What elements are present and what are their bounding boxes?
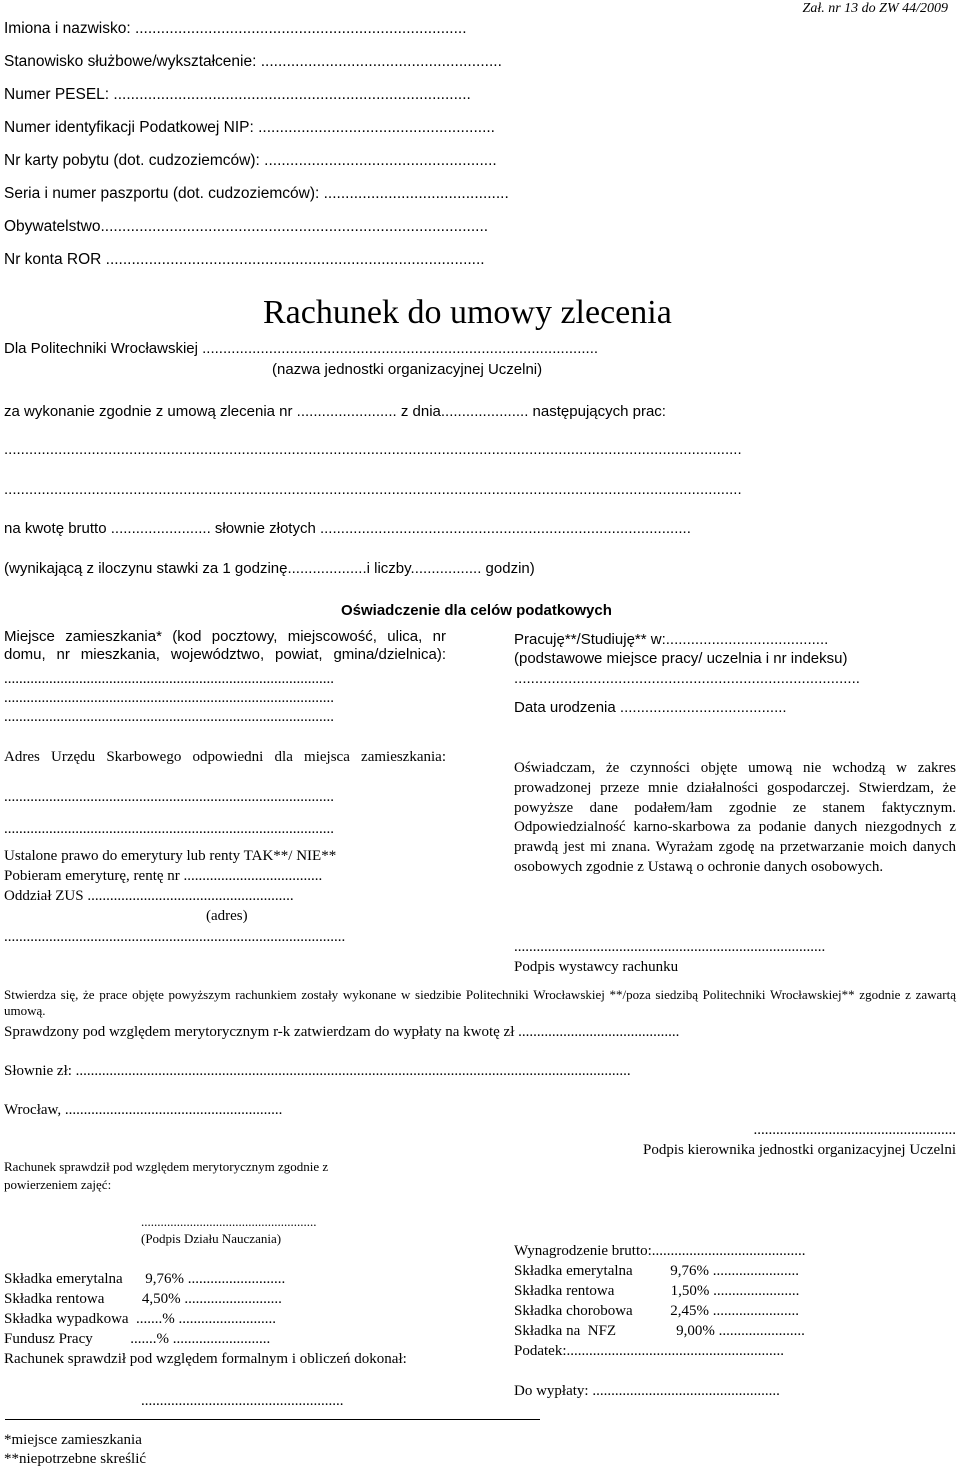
footnote-strike: **niepotrzebne skreślić	[4, 1451, 147, 1467]
field-residence-1[interactable]: ........................................................................................	[4, 671, 334, 687]
employee-sickness-contribution[interactable]: Składka chorobowa 2,45% .......................	[514, 1303, 799, 1319]
field-net-payout[interactable]: Do wypłaty: ..................................................	[514, 1383, 780, 1399]
field-pesel[interactable]: Numer PESEL: ...................................................................................	[4, 86, 471, 103]
field-hours[interactable]: (wynikającą z iloczynu stawki za 1 godzinę...................i liczby................. godzin)	[4, 560, 535, 577]
field-bank-account[interactable]: Nr konta ROR ........................................................................................	[4, 251, 485, 268]
field-pension-number[interactable]: Pobieram emeryturę, rentę nr .....................................	[4, 868, 323, 884]
formal-check-signature-line[interactable]: ......................................................	[141, 1393, 344, 1409]
field-gross-pay[interactable]: Wynagrodzenie brutto:.........................................	[514, 1243, 806, 1259]
statement-text: Oświadczam, że czynności objęte umową nie wchodzą w zakres prowadzonej przeze mnie działalności gospodarczej. Stwierdzam, że powyższe dane podałem/łam zgodnie ze stanem faktycznym. Odpowiedzialność karno-skarbowa za podanie danych niezgodnych z prawdą jest mi znana. Wyrażam zgodę na przetwarzanie moich danych osobowych zgodnie z Ustawą o ochronie danych osobowych.	[514, 760, 956, 875]
unit-head-signature-line[interactable]: ......................................................	[753, 1122, 956, 1138]
employee-pension-contribution[interactable]: Składka emerytalna 9,76% .......................	[514, 1263, 799, 1279]
field-position[interactable]: Stanowisko służbowe/wykształcenie: ........................................................	[4, 53, 502, 70]
employer-pension-contribution[interactable]: Składka emerytalna 9,76% ..........................	[4, 1271, 286, 1287]
signature-label: Podpis wystawcy rachunku	[514, 959, 679, 975]
field-tax-office-1[interactable]: ........................................................................................	[4, 789, 334, 805]
field-passport[interactable]: Seria i numer paszportu (dot. cudzoziemców): ...........................................	[4, 185, 509, 202]
field-residence-card[interactable]: Nr karty pobytu (dot. cudzoziemców): ......................................................	[4, 152, 497, 169]
employee-health-contribution[interactable]: Składka na NFZ 9,00% .......................	[514, 1323, 805, 1339]
dept-signature-label: (Podpis Działu Nauczania)	[141, 1231, 282, 1246]
pension-right-line[interactable]: Ustalone prawo do emerytury lub renty TAK**/ NIE**	[4, 848, 337, 864]
tax-declaration-heading: Oświadczenie dla celów podatkowych	[341, 602, 612, 619]
attachment-reference: Zał. nr 13 do ZW 44/2009	[802, 1, 948, 16]
field-work-description-1[interactable]: .................................................................................................................................................................................	[4, 441, 742, 458]
field-workplace-details[interactable]: ...................................................................................	[514, 670, 860, 687]
field-organizational-unit[interactable]: Dla Politechniki Wrocławskiej ...............................................................................................	[4, 340, 599, 357]
unit-caption: (nazwa jednostki organizacyjnej Uczelni)	[272, 361, 543, 378]
address-caption: (adres)	[206, 908, 248, 924]
field-birth-date[interactable]: Data urodzenia ........................................	[514, 699, 787, 716]
field-zus-branch[interactable]: Oddział ZUS .......................................................	[4, 888, 294, 904]
tax-office-label: Adres Urzędu Skarbowego odpowiedni dla miejsca zamieszkania:	[4, 749, 446, 765]
field-nip[interactable]: Numer identyfikacji Podatkowej NIP: .......................................................	[4, 119, 495, 136]
formal-check-label: Rachunek sprawdził pod względem formalnym i obliczeń dokonał:	[4, 1351, 407, 1367]
work-confirmation-text: Stwierdza się, że prace objęte powyższym rachunkiem zostały wykonane w siedzibie Politechniki Wrocławskiej **/poza siedzibą Politechniki Wrocławskiej** zgodnie z zawartą umową.	[4, 987, 956, 1018]
field-gross-amount[interactable]: na kwotę brutto ........................ słownie złotych .........................................................................................	[4, 520, 691, 537]
field-approved-amount[interactable]: Sprawdzony pod względem merytorycznym r-k zatwierdzam do wypłaty na kwotę zł ...........................................	[4, 1024, 680, 1040]
employer-labour-fund[interactable]: Fundusz Pracy .......% ..........................	[4, 1331, 271, 1347]
signature-line[interactable]: ...................................................................................	[514, 939, 826, 955]
field-full-name[interactable]: Imiona i nazwisko: .............................................................................	[4, 20, 467, 37]
dept-signature-line[interactable]: ......................................................	[141, 1214, 317, 1229]
employer-accident-contribution[interactable]: Składka wypadkowa .......% ..........................	[4, 1311, 277, 1327]
footnote-residence: *miejsce zamieszkania	[4, 1432, 142, 1448]
field-zus-address[interactable]: ...........................................................................................	[4, 929, 346, 945]
footnote-divider	[5, 1419, 540, 1420]
field-residence-2[interactable]: ........................................................................................	[4, 690, 334, 706]
document-title: Rachunek do umowy zlecenia	[263, 294, 672, 331]
field-workplace[interactable]: Pracuję**/Studiuję** w:.......................................	[514, 631, 829, 648]
field-residence-3[interactable]: ........................................................................................	[4, 709, 334, 725]
residence-label: Miejsce zamieszkania* (kod pocztowy, miejscowość, ulica, nr domu, nr mieszkania, województwo, powiat, gmina/dzielnica):	[4, 628, 446, 663]
field-amount-words[interactable]: Słownie zł: ....................................................................................................................................................	[4, 1063, 631, 1079]
unit-head-signature-label: Podpis kierownika jednostki organizacyjnej Uczelni	[643, 1142, 956, 1158]
merit-check-label: Rachunek sprawdził pod względem merytorycznym zgodnie z powierzeniem zajęć:	[4, 1159, 329, 1192]
employer-disability-contribution[interactable]: Składka rentowa 4,50% ..........................	[4, 1291, 282, 1307]
field-tax-office-2[interactable]: ........................................................................................	[4, 821, 334, 837]
field-tax[interactable]: Podatek:..........................................................	[514, 1343, 784, 1359]
field-contract-number[interactable]: za wykonanie zgodnie z umową zlecenia nr ........................ z dnia..................... następujących prac:	[4, 403, 666, 420]
field-work-description-2[interactable]: .................................................................................................................................................................................	[4, 481, 742, 498]
field-citizenship[interactable]: Obywatelstwo..........................................................................................	[4, 218, 489, 235]
field-place-date[interactable]: Wrocław, ..........................................................	[4, 1102, 283, 1118]
employee-disability-contribution[interactable]: Składka rentowa 1,50% .......................	[514, 1283, 800, 1299]
workplace-caption: (podstawowe miejsce pracy/ uczelnia i nr indeksu)	[514, 650, 848, 667]
